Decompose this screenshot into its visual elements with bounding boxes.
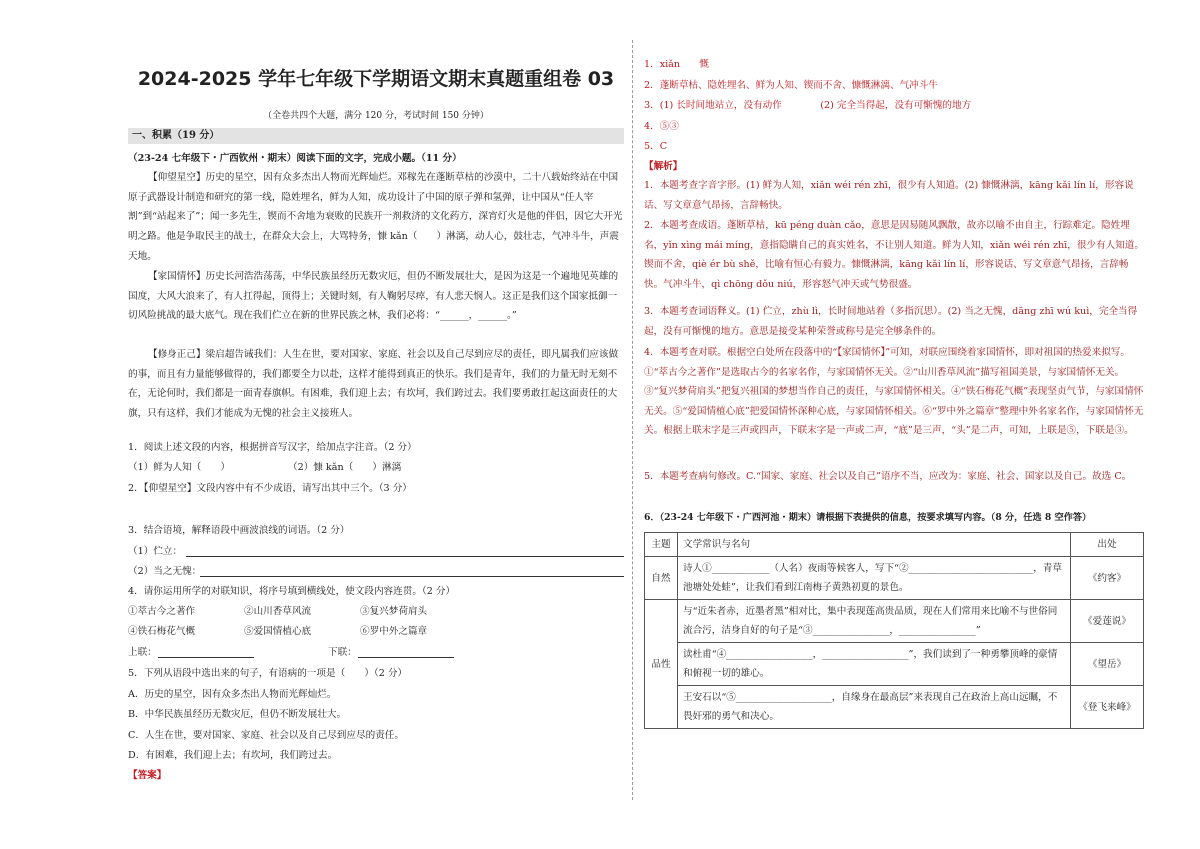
answer-label: 【答案】 bbox=[128, 770, 167, 781]
content-cell[interactable]: 读杜甫“④__________________，__________________”，我们读到了一种勇攀顶峰的豪情和俯视一切的雄心。 bbox=[678, 643, 1071, 686]
table-row bbox=[645, 600, 1144, 643]
table-header: 主题 bbox=[645, 533, 678, 557]
option-6: ⑥罗中外之篇章 bbox=[360, 626, 428, 637]
question-5-stem: 5．下列从语段中选出来的句子，有语病的一项是（ ）（2 分） bbox=[128, 668, 408, 679]
question-1-a: （1）鲜为人知（ ） bbox=[128, 462, 231, 473]
answer-line[interactable] bbox=[200, 576, 624, 577]
literature-table bbox=[644, 532, 1144, 729]
left-column bbox=[128, 0, 624, 849]
table-header: 出处 bbox=[1071, 533, 1144, 557]
question-1-b: （2）慷 kǎn（ ）淋漓 bbox=[288, 462, 402, 473]
answer-line[interactable] bbox=[186, 556, 624, 557]
question-3-b: （2）当之无愧： bbox=[128, 566, 202, 577]
content-cell[interactable]: 与“近朱者赤，近墨者黑”相对比，集中表现莲高贵品质，现在人们常用来比喻不与世俗同流合污，洁身自好的句子是“③________________，________________” bbox=[678, 600, 1071, 643]
analysis-3: 3．本题考查词语释义。(1) 伫立，zhù lì，长时间地站着（多指沉思）。(2) 当之无愧，dāng zhī wú kuì，完全当得起，没有可惭愧的地方。意思是接受某种荣誉或称号是完全够条件的。 bbox=[644, 306, 1138, 337]
option-2: ②山川香草风流 bbox=[244, 606, 312, 617]
answer-line[interactable] bbox=[358, 657, 454, 658]
table-row bbox=[645, 643, 1144, 686]
source-cell: 《登飞来峰》 bbox=[1071, 686, 1144, 729]
analysis-4: 4．本题考查对联。根据空白处所在段落中的“【家国情怀】”可知，对联应围绕着家国情怀，即对祖国的热爱来拟写。①“萃古今之著作”是选取古今的名家名作，与家国情怀无关。②“山川香草风流”描写祖国美景，与家国情怀无关。③“复兴梦荷肩头”把复兴祖国的梦想当作自己的责任，与家国情怀相关。④“铁石梅花气概”表现坚贞气节，与家国情怀无关。⑤“爱国情植心底”把爱国情怀深种心底，与家国情怀相关。⑥“罗中外之篇章”整理中外名家名作，与家国情怀无关。根据上联末字是三声或四声，下联末字是一声或二声，“底”是三声，“头”是二声，可知，上联是⑤，下联是③。 bbox=[644, 347, 1144, 437]
exam-subtitle: （全卷共四个大题，满分 120 分，考试时间 150 分钟） bbox=[263, 111, 489, 121]
question-4-stem: 4．请你运用所学的对联知识，将序号填到横线处，使文段内容连贯。（2 分） bbox=[128, 586, 456, 597]
source-cell: 《爱莲说》 bbox=[1071, 600, 1144, 643]
theme-cell: 品性 bbox=[645, 600, 678, 729]
question-intro: （23-24 七年级下・广西钦州・期末）阅读下面的文字，完成小题。（11 分） bbox=[128, 153, 462, 164]
lower-couplet-label: 下联： bbox=[328, 647, 357, 658]
column-divider bbox=[632, 40, 633, 800]
table-row bbox=[645, 557, 1144, 600]
source-cell: 《约客》 bbox=[1071, 557, 1144, 600]
option-1: ①萃古今之著作 bbox=[128, 606, 196, 617]
answer-3: 3．(1) 长时间地站立，没有动作 (2) 完全当得起，没有可惭愧的地方 bbox=[644, 100, 972, 111]
analysis-label: 【解析】 bbox=[644, 161, 683, 172]
section-heading: 一、积累（19 分） bbox=[128, 128, 624, 144]
table-header-row bbox=[645, 533, 1144, 557]
choice-c: C．人生在世，要对国家、家庭、社会以及自己尽到应尽的责任。 bbox=[128, 730, 404, 741]
source-cell: 《望岳》 bbox=[1071, 643, 1144, 686]
passage-paragraph-1: 【仰望星空】历史的星空，因有众多杰出人物而光辉灿烂。邓稼先在蓬断草枯的沙漠中，二十八载始终站在中国原子武器设计制造和研究的第一线，隐姓埋名，鲜为人知，成功设计了中国的原子弹和氢弹，让中国从“任人宰割”到“站起来了”；闻一多先生，锲而不舍地为衰败的民族开一剂救济的文化药方，深宵灯火是他的伴侣，因它大开光明之路。他是争取民主的战士，在群众大会上，大骂特务，慷 kǎn（ ）淋漓，动人心，鼓壮志，气冲斗牛，声震天地。 bbox=[128, 172, 623, 262]
option-3: ③复兴梦荷肩头 bbox=[360, 606, 428, 617]
question-3-a: （1）伫立： bbox=[128, 546, 183, 557]
question-2: 2．【仰望星空】文段内容中有不少成语，请写出其中三个。（3 分） bbox=[128, 483, 412, 494]
analysis-2: 2．本题考查成语。蓬断草枯，kū péng duàn cǎo，意思是因易随风飘散，故亦以喻不由自主，行踪难定。隐姓埋名，yǐn xìng mái míng，意指隐瞒自己的真实姓名，不让别人知道。鲜为人知，xiǎn wéi rén zhī，很少有人知道。锲而不舍，qiè ér bù shě，比喻有恒心有毅力。慷慨淋漓，kāng kǎi lín lí，形容说话、写文章意气昂扬，言辞畅快。气冲斗牛，qì chōng dǒu niú，形容怒气冲天或气势很盛。 bbox=[644, 220, 1144, 290]
choice-d: D．有困难，我们迎上去；有坎坷，我们跨过去。 bbox=[128, 750, 338, 761]
content-cell[interactable]: 诗人①____________（人名）夜雨等候客人，写下“②__________________________，青草池塘处处蛙”，让我们看到江南梅子黄熟初夏的景色。 bbox=[678, 557, 1071, 600]
passage-paragraph-3: 【修身正己】梁启超告诫我们：人生在世，要对国家、家庭、社会以及自己尽到应尽的责任，即凡属我们应该做的事，而且有力量能够做得的，我们都要全力以赴，这样才能得到真正的快乐。我们是青年，我们的力量无时无刻不在，无论何时，我们都是一面青春旗帜。有困难，我们迎上去；有坎坷，我们跨过去。我们要勇敢扛起这面责任的大旗，只有这样，我们才能成为无愧的社会主义接班人。 bbox=[128, 349, 619, 420]
page-title: 2024-2025 学年七年级下学期语文期末真题重组卷 03 bbox=[137, 68, 615, 90]
table-row bbox=[645, 686, 1144, 729]
question-6-intro: 6．（23-24 七年级下・广西河池・期末）请根据下表提供的信息，按要求填写内容。（8 分，任选 8 空作答） bbox=[644, 512, 1092, 523]
answer-1: 1．xiǎn 慨 bbox=[644, 59, 709, 70]
analysis-5: 5．本题考查病句修改。C.“国家、家庭、社会以及自己”语序不当，应改为：家庭、社会、国家以及自己。故选 C。 bbox=[644, 471, 1132, 482]
passage-paragraph-2: 【家国情怀】历史长河浩浩荡荡，中华民族虽经历无数灾厄，但仍不断发展壮大，是因为这是一个遍地见英雄的国度，大风大浪来了，有人扛得起，顶得上；关键时刻，有人鞠躬尽瘁，有人悲天悯人。这正是我们这个国家抵御一切风险挑战的最大底气。现在我们伫立在新的世界民族之林，我们必将：“______，______。” bbox=[128, 271, 619, 322]
answer-2: 2．蓬断草枯、隐姓埋名、鲜为人知、锲而不舍、慷慨淋漓、气冲斗牛 bbox=[644, 80, 938, 91]
content-cell[interactable]: 王安石以“⑤____________________，自缘身在最高层”来表现自己在政治上高山远瞩，不畏奸邪的勇气和决心。 bbox=[678, 686, 1071, 729]
option-5: ⑤爱国情植心底 bbox=[244, 626, 312, 637]
upper-couplet-label: 上联： bbox=[128, 647, 157, 658]
analysis-1: 1．本题考查字音字形。(1) 鲜为人知，xiǎn wéi rén zhī，很少有人知道。(2) 慷慨淋漓，kāng kǎi lín lí，形容说话、写文章意气昂扬，言辞畅快。 bbox=[644, 180, 1134, 211]
answer-4: 4．⑤③ bbox=[644, 121, 679, 132]
answer-5: 5．C bbox=[644, 141, 668, 152]
right-column bbox=[644, 0, 1144, 849]
option-4: ④铁石梅花气概 bbox=[128, 626, 196, 637]
answer-line[interactable] bbox=[158, 657, 254, 658]
choice-b: B．中华民族虽经历无数灾厄，但仍不断发展壮大。 bbox=[128, 709, 347, 720]
question-1-stem: 1．阅读上述文段的内容，根据拼音写汉字，给加点字注音。（2 分） bbox=[128, 442, 417, 453]
theme-cell: 自然 bbox=[645, 557, 678, 600]
table-header: 文学常识与名句 bbox=[678, 533, 1071, 557]
question-3-stem: 3．结合语境，解释语段中画波浪线的词语。（2 分） bbox=[128, 525, 350, 536]
choice-a: A．历史的星空，因有众多杰出人物而光辉灿烂。 bbox=[128, 689, 337, 700]
